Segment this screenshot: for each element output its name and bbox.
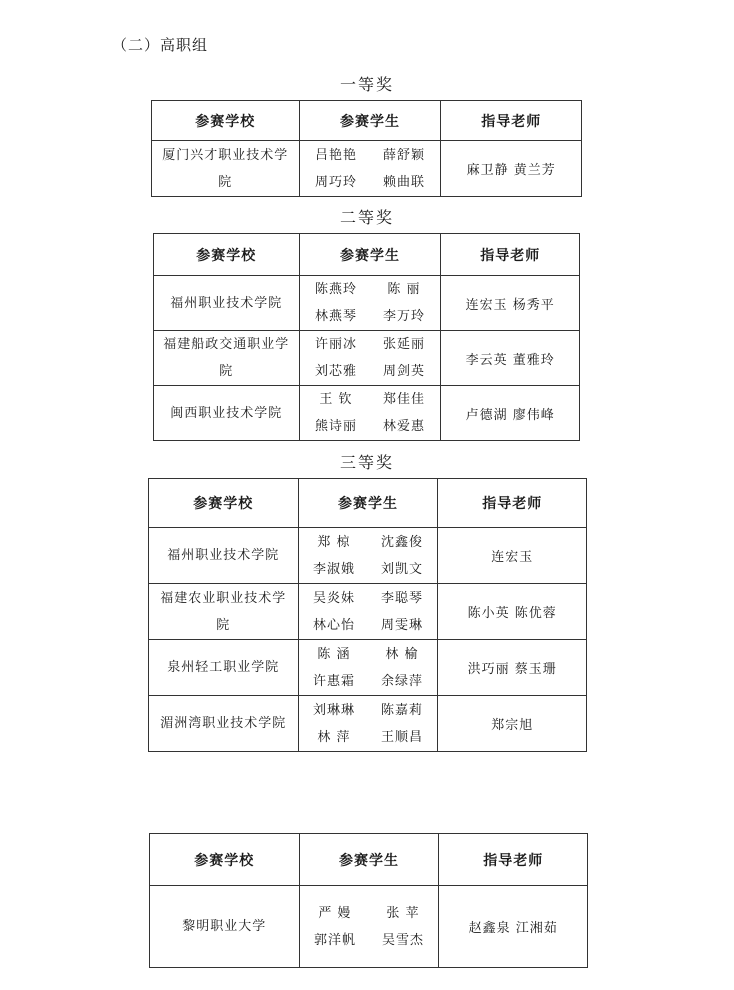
student-name: 许惠霜 [312, 673, 355, 689]
header-school: 参赛学校 [150, 834, 300, 886]
school-cell: 福州职业技术学院 [149, 528, 299, 584]
student-name: 李聪琴 [380, 590, 423, 606]
table-row [154, 331, 580, 386]
student-name: 郑佳佳 [382, 392, 425, 407]
student-name: 林 榆 [385, 646, 419, 662]
school-cell: 黎明职业大学 [150, 886, 300, 968]
table-row [149, 528, 587, 584]
student-name: 周剑英 [382, 364, 425, 379]
students-cell [298, 696, 438, 752]
table-row [150, 886, 588, 968]
header-school: 参赛学校 [152, 101, 300, 141]
group-title: （二）高职组 [112, 36, 209, 54]
first-prize-title: 一等奖 [339, 75, 394, 94]
student-name: 吴雪杰 [381, 932, 424, 948]
student-name: 余绿萍 [380, 673, 423, 689]
student-name: 刘凯文 [380, 561, 423, 577]
student-name: 王顺昌 [380, 729, 423, 745]
school-cell: 湄洲湾职业技术学院 [149, 696, 299, 752]
table-row [149, 640, 587, 696]
school-cell: 泉州轻工职业学院 [149, 640, 299, 696]
students-cell [298, 584, 438, 640]
third-prize-title: 三等奖 [339, 453, 394, 472]
student-name: 张 苹 [386, 905, 420, 921]
header-students: 参赛学生 [299, 234, 441, 276]
student-name: 张延丽 [382, 337, 425, 352]
student-name: 赖曲联 [382, 174, 425, 190]
third-prize-table [148, 478, 587, 752]
student-name: 周巧玲 [314, 174, 357, 190]
students-cell [299, 386, 441, 441]
student-name: 沈鑫俊 [380, 534, 423, 550]
teachers-cell: 陈小英 陈优蓉 [438, 584, 587, 640]
student-name: 刘芯雅 [314, 364, 357, 379]
teachers-cell: 赵鑫泉 江湘茹 [439, 886, 588, 968]
school-cell: 福州职业技术学院 [154, 276, 300, 331]
table-row [152, 141, 582, 197]
student-name: 郭洋帆 [313, 932, 356, 948]
teachers-cell: 麻卫静 黄兰芳 [441, 141, 582, 197]
student-name: 陈 丽 [387, 282, 421, 297]
school-cell: 闽西职业技术学院 [154, 386, 300, 441]
school-cell: 福建农业职业技术学院 [149, 584, 299, 640]
student-name: 严 嫚 [318, 905, 352, 921]
header-teachers: 指导老师 [441, 101, 582, 141]
student-name: 陈燕玲 [314, 282, 357, 297]
table-row [149, 584, 587, 640]
student-name: 郑 椋 [317, 534, 351, 550]
header-teachers: 指导老师 [439, 834, 588, 886]
teachers-cell: 连宏玉 杨秀平 [441, 276, 580, 331]
student-name: 周雯琳 [380, 617, 423, 633]
student-name: 李万玲 [382, 309, 425, 324]
students-cell [299, 886, 439, 968]
table-row [154, 276, 580, 331]
student-name: 熊诗丽 [314, 419, 357, 434]
continued-table [149, 833, 588, 968]
student-name: 李淑娥 [312, 561, 355, 577]
teachers-cell: 李云英 董雅玲 [441, 331, 580, 386]
second-prize-table [153, 233, 580, 441]
student-name: 刘琳琳 [312, 702, 355, 718]
first-prize-table [151, 100, 582, 197]
student-name: 陈 涵 [317, 646, 351, 662]
header-teachers: 指导老师 [438, 479, 587, 528]
student-name: 薛舒颖 [382, 147, 425, 163]
student-name: 吕艳艳 [314, 147, 357, 163]
teachers-cell: 连宏玉 [438, 528, 587, 584]
students-cell [299, 331, 441, 386]
header-school: 参赛学校 [149, 479, 299, 528]
student-name: 林 萍 [317, 729, 351, 745]
student-name: 许丽冰 [314, 337, 357, 352]
header-school: 参赛学校 [154, 234, 300, 276]
teachers-cell: 郑宗旭 [438, 696, 587, 752]
students-cell [299, 276, 441, 331]
teachers-cell: 洪巧丽 蔡玉珊 [438, 640, 587, 696]
school-cell: 厦门兴才职业技术学院 [152, 141, 300, 197]
student-name: 林爱惠 [382, 419, 425, 434]
student-name: 林心怡 [312, 617, 355, 633]
header-students: 参赛学生 [299, 101, 441, 141]
student-name: 陈嘉莉 [380, 702, 423, 718]
table-row [149, 696, 587, 752]
student-name: 林燕琴 [314, 309, 357, 324]
students-cell [298, 640, 438, 696]
student-name: 吴炎妹 [312, 590, 355, 606]
students-cell [298, 528, 438, 584]
teachers-cell: 卢德湖 廖伟峰 [441, 386, 580, 441]
student-name: 王 钦 [319, 392, 353, 407]
table-row [154, 386, 580, 441]
header-teachers: 指导老师 [441, 234, 580, 276]
header-students: 参赛学生 [298, 479, 438, 528]
header-students: 参赛学生 [299, 834, 439, 886]
second-prize-title: 二等奖 [339, 208, 394, 227]
students-cell [299, 141, 441, 197]
school-cell: 福建船政交通职业学院 [154, 331, 300, 386]
